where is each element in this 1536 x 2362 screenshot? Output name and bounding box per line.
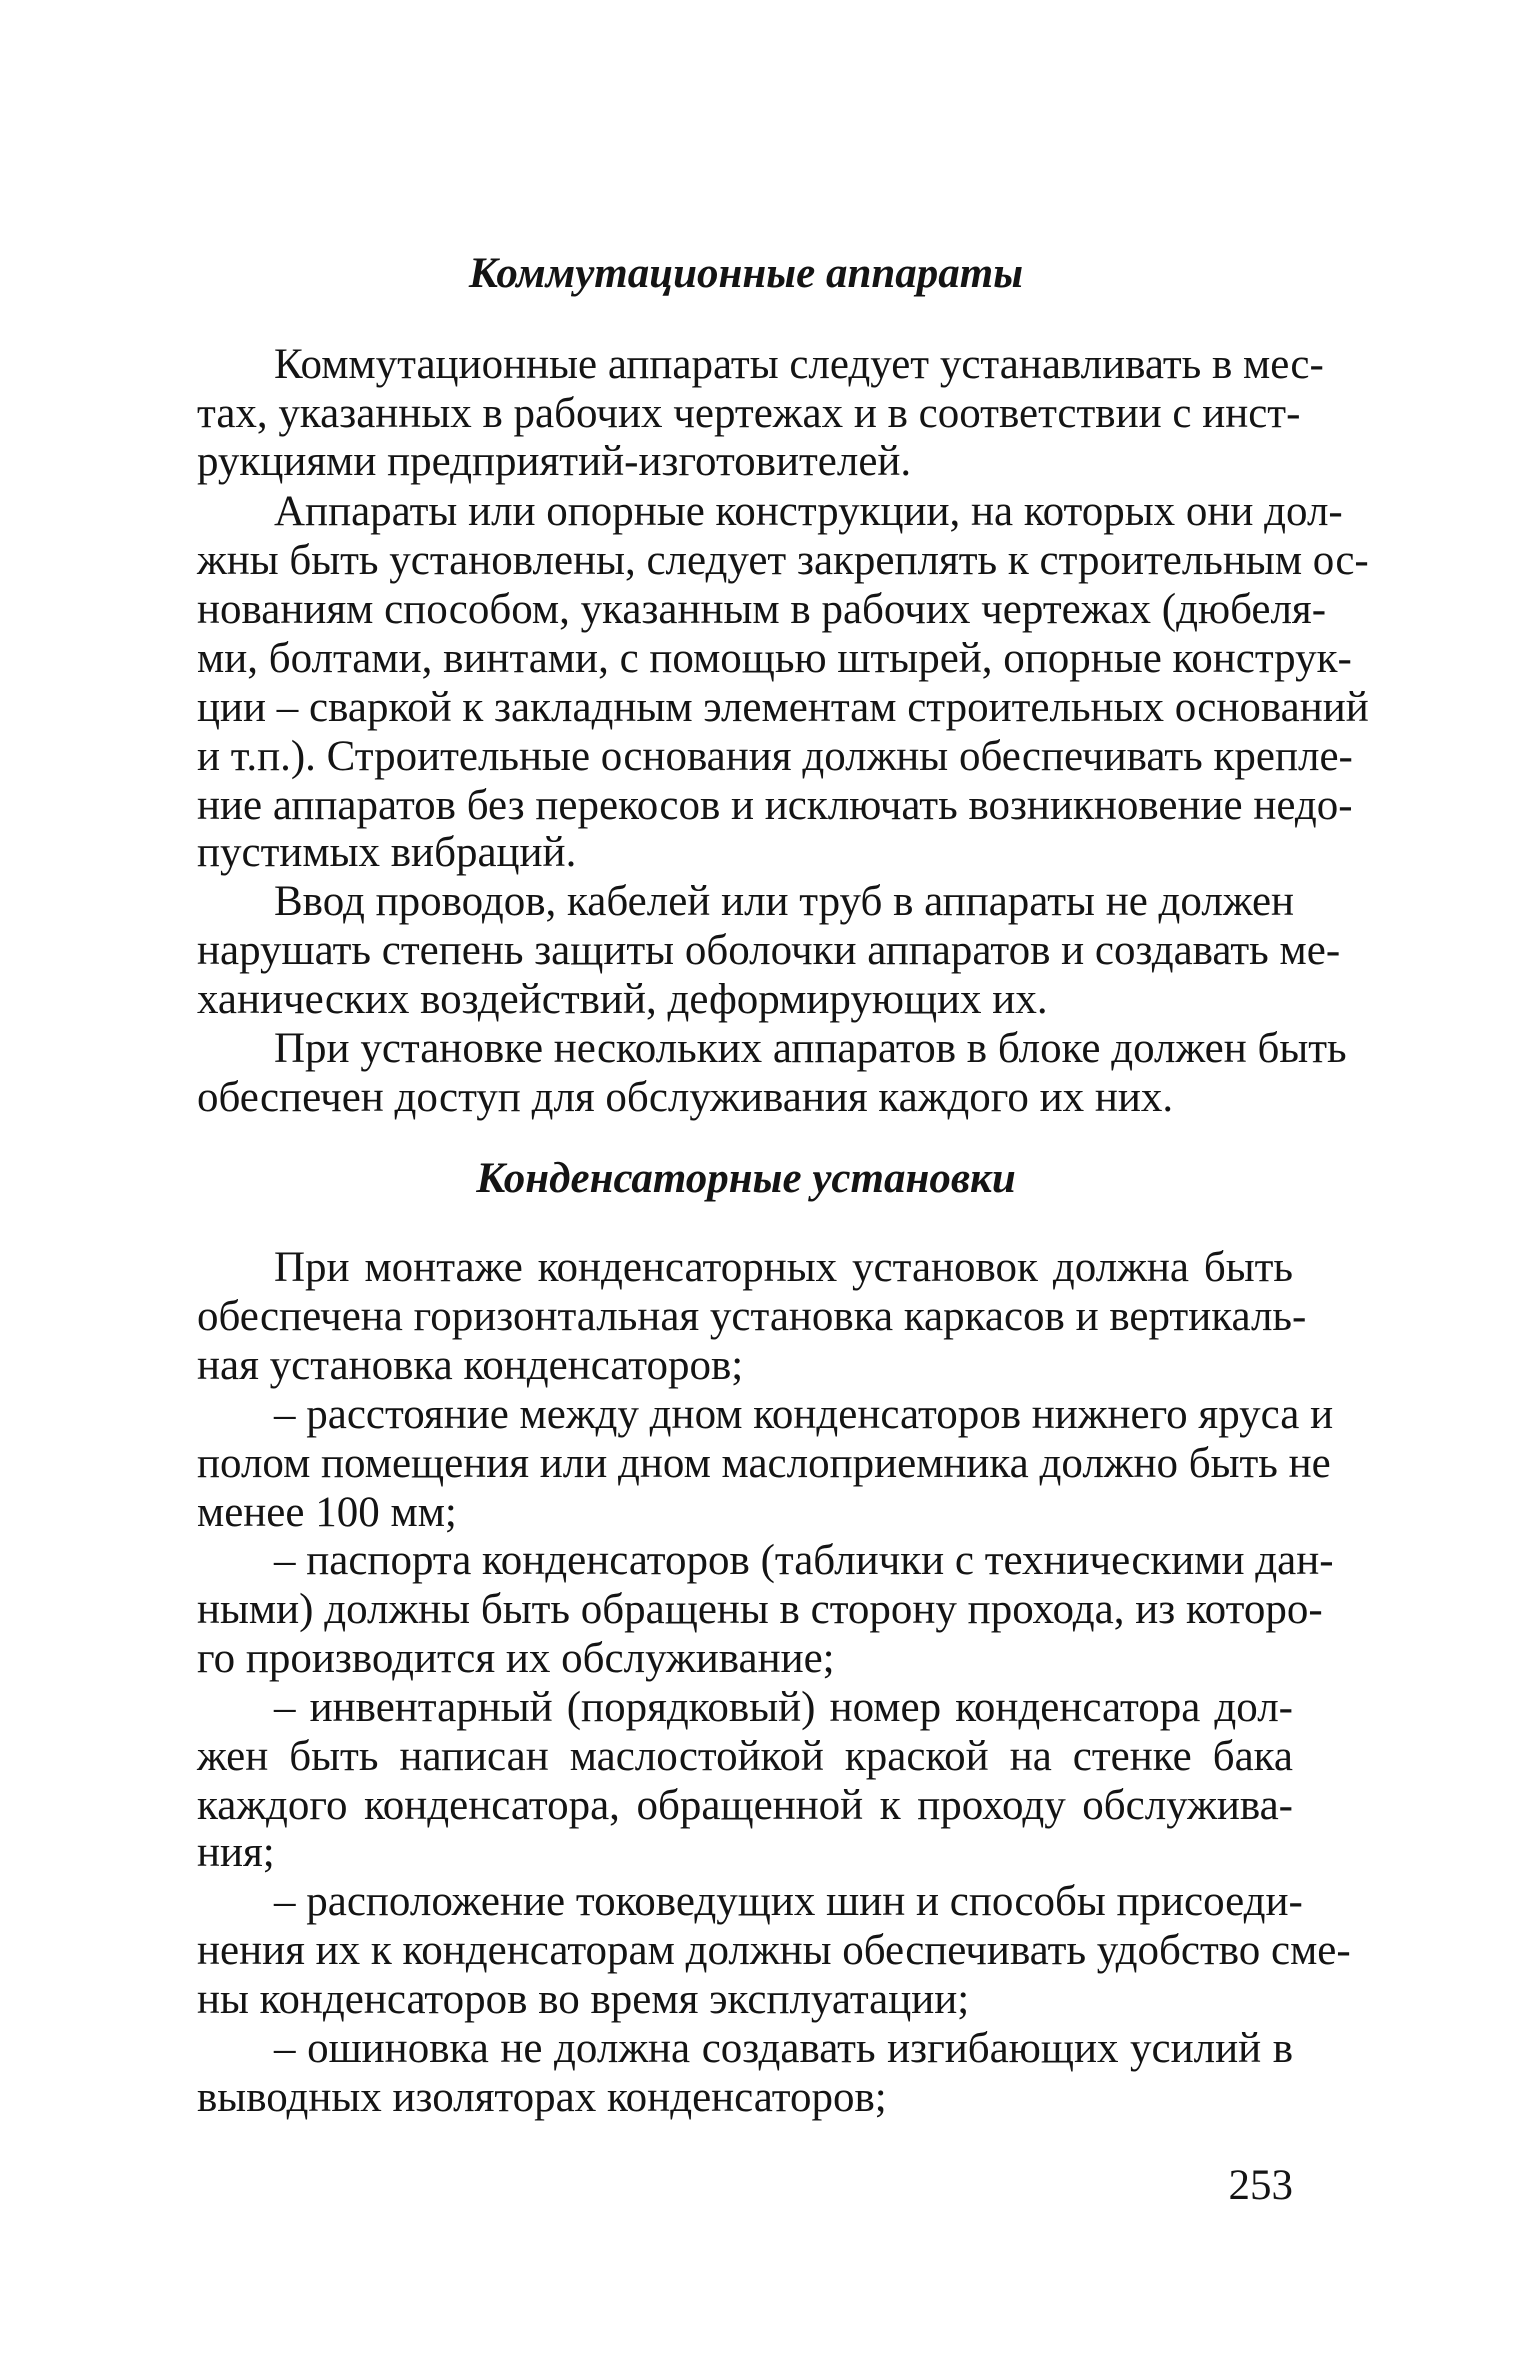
text-line: пустимых вибраций. <box>197 829 577 876</box>
text-line: обеспечена горизонтальная установка каркасов и вертикаль- <box>197 1293 1307 1340</box>
text-line: менее 100 мм; <box>197 1489 457 1536</box>
text-line: – расстояние между дном конденсаторов нижнего яруса и <box>274 1391 1334 1438</box>
text-line: ции – сваркой к закладным элементам строительных оснований <box>197 684 1369 731</box>
text-line: – инвентарный (порядковый) номер конденсатора дол- <box>274 1684 1293 1731</box>
text-line: Ввод проводов, кабелей или труб в аппараты не должен <box>274 878 1295 925</box>
text-line: выводных изоляторах конденсаторов; <box>197 2074 887 2121</box>
text-line: жны быть установлены, следует закреплять к строительным ос- <box>197 537 1369 584</box>
text-line: го производится их обслуживание; <box>197 1635 835 1682</box>
text-line: обеспечен доступ для обслуживания каждого их них. <box>197 1074 1174 1121</box>
text-line: каждого конденсатора, обращенной к проходу обслужива- <box>197 1782 1293 1829</box>
text-line: Коммутационные аппараты следует устанавливать в мес- <box>274 341 1324 388</box>
text-line: нованиям способом, указанным в рабочих чертежах (дюбеля- <box>197 586 1327 633</box>
page-number: 253 <box>1228 2162 1293 2209</box>
text-line: тах, указанных в рабочих чертежах и в соответствии с инст- <box>197 390 1301 437</box>
text-line: ная установка конденсаторов; <box>197 1342 744 1389</box>
section-heading-switching-devices: Коммутационные аппараты <box>468 250 1024 297</box>
text-line: ние аппаратов без перекосов и исключать возникновение недо- <box>197 782 1353 829</box>
text-line: При установке нескольких аппаратов в блоке должен быть <box>274 1025 1347 1072</box>
text-line: ми, болтами, винтами, с помощью штырей, опорные конструк- <box>197 635 1352 682</box>
text-line: рукциями предприятий-изготовителей. <box>197 438 912 485</box>
text-line: жен быть написан маслостойкой краской на стенке бака <box>197 1733 1293 1780</box>
text-line: нарушать степень защиты оболочки аппаратов и создавать ме- <box>197 927 1341 974</box>
text-line: ханических воздействий, деформирующих их. <box>197 976 1048 1023</box>
text-line: – расположение токоведущих шин и способы присоеди- <box>274 1878 1303 1925</box>
text-line: ными) должны быть обращены в сторону прохода, из которо- <box>197 1586 1323 1633</box>
text-line: – ошиновка не должна создавать изгибающих усилий в <box>274 2025 1293 2072</box>
text-line: и т.п.). Строительные основания должны обеспечивать крепле- <box>197 733 1353 780</box>
text-line: – паспорта конденсаторов (таблички с техническими дан- <box>274 1537 1334 1584</box>
text-line: При монтаже конденсаторных установок должна быть <box>274 1244 1293 1291</box>
text-line: нения их к конденсаторам должны обеспечивать удобство сме- <box>197 1927 1351 1974</box>
text-line: Аппараты или опорные конструкции, на которых они дол- <box>274 488 1343 535</box>
section-heading-capacitor-installations: Конденсаторные установки <box>476 1155 1016 1202</box>
text-line: ны конденсаторов во время эксплуатации; <box>197 1976 970 2023</box>
text-line: полом помещения или дном маслоприемника должно быть не <box>197 1440 1331 1487</box>
text-line: ния; <box>197 1829 275 1876</box>
